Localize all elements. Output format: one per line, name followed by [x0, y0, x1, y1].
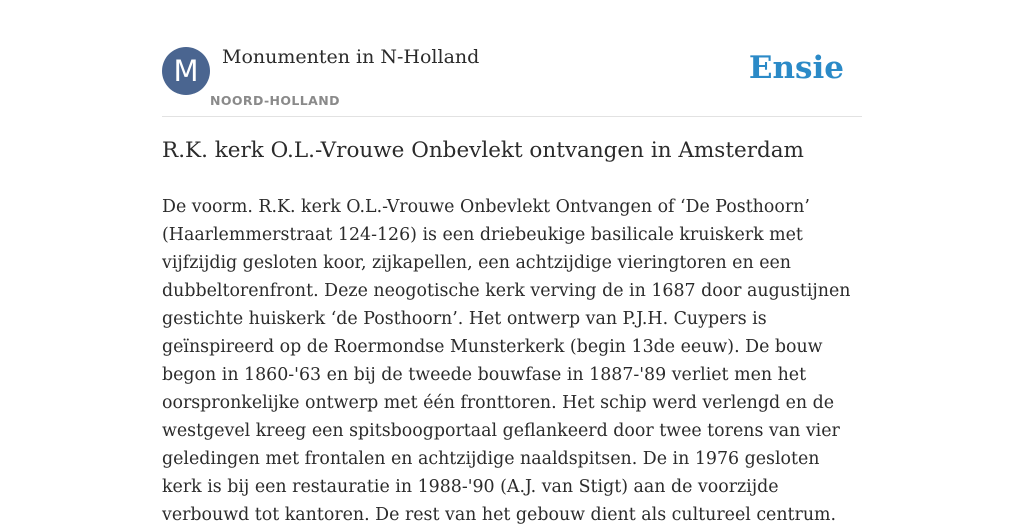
article-title: R.K. kerk O.L.-Vrouwe Onbevlekt ontvangen in Amsterdam — [162, 138, 804, 163]
brand-logo[interactable]: Ensie — [748, 50, 844, 86]
source-header — [162, 46, 862, 117]
avatar[interactable]: M — [162, 47, 210, 95]
source-subtitle[interactable]: NOORD-HOLLAND — [210, 93, 340, 108]
article-body: De voorm. R.K. kerk O.L.-Vrouwe Onbevlekt Ontvangen of ‘De Posthoorn’ (Haarlemmerstraat 124-126) is een driebeukige basilicale kruiskerk met vijfzijdig gesloten koor, zijkapellen, een achtzijdige vieringtoren en een dubbeltorenfront. Deze neogotische kerk verving de in 1687 door augustijnen gestichte huiskerk ‘de Posthoorn’. Het ontwerp van P.J.H. Cuypers is geïnspireerd op de Roermondse Munsterkerk (begin 13de eeuw). De bouw begon in 1860-'63 en bij de tweede bouwfase in 1887-'89 verliet men het oorspronkelijke ontwerp met één fronttoren. Het schip werd verlengd en de westgevel kreeg een spitsboogportaal geflankeerd door twee torens van vier geledingen met frontalen en achtzijdige naaldspitsen. De in 1976 gesloten kerk is bij een restauratie in 1988-'90 (A.J. van Stigt) aan de voorzijde verbouwd tot kantoren. De rest van het gebouw dient als cultureel centrum. — [162, 197, 851, 525]
source-title[interactable]: Monumenten in N-Holland — [222, 46, 480, 68]
